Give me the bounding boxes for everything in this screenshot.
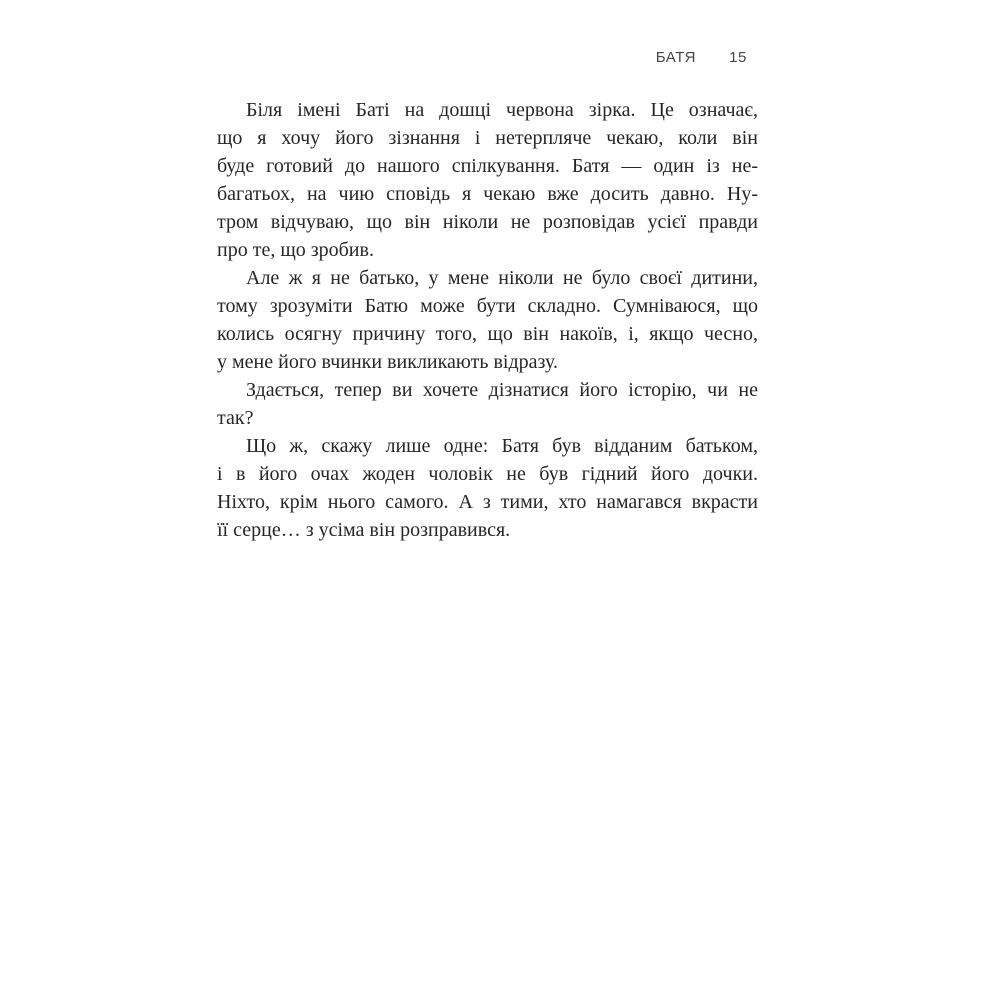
text-line: Але ж я не батько, у мене ніколи не було своєї дитини,: [246, 267, 758, 289]
text-line: багатьох, на чию сповідь я чекаю вже досить давно. Ну-: [217, 183, 758, 205]
paragraph: [217, 376, 758, 432]
text-line: у мене його вчинки викликають відразу.: [217, 351, 558, 373]
text-line: колись осягну причину того, що він накоїв, і, якщо чесно,: [217, 323, 758, 345]
text-line: буде готовий до нашого спілкування. Батя — один із не-: [217, 155, 758, 177]
text-line: тому зрозуміти Батю може бути складно. Сумніваюся, що: [217, 295, 758, 317]
running-header: [217, 50, 758, 66]
text-line: Здається, тепер ви хочете дізнатися його історію, чи не: [246, 379, 758, 401]
text-line: Що ж, скажу лише одне: Батя був відданим батьком,: [246, 435, 758, 457]
page-number: 15: [729, 49, 747, 66]
text-line: Ніхто, крім нього самого. А з тими, хто намагався вкрасти: [217, 491, 758, 513]
text-line: так?: [217, 407, 254, 429]
text-line: тром відчуваю, що він ніколи не розповідав усієї правди: [217, 211, 758, 233]
text-line: її серце… з усіма він розправився.: [217, 519, 511, 541]
text-block: [217, 96, 758, 544]
text-line: про те, що зробив.: [217, 239, 374, 261]
paragraph: [217, 432, 758, 544]
running-title: БАТЯ: [655, 49, 697, 66]
paragraph: [217, 96, 758, 264]
text-line: Біля імені Баті на дошці червона зірка. Це означає,: [246, 99, 758, 121]
paragraph: [217, 264, 758, 376]
text-line: і в його очах жоден чоловік не був гідний його дочки.: [217, 463, 758, 485]
text-line: що я хочу його зізнання і нетерпляче чекаю, коли він: [217, 127, 758, 149]
